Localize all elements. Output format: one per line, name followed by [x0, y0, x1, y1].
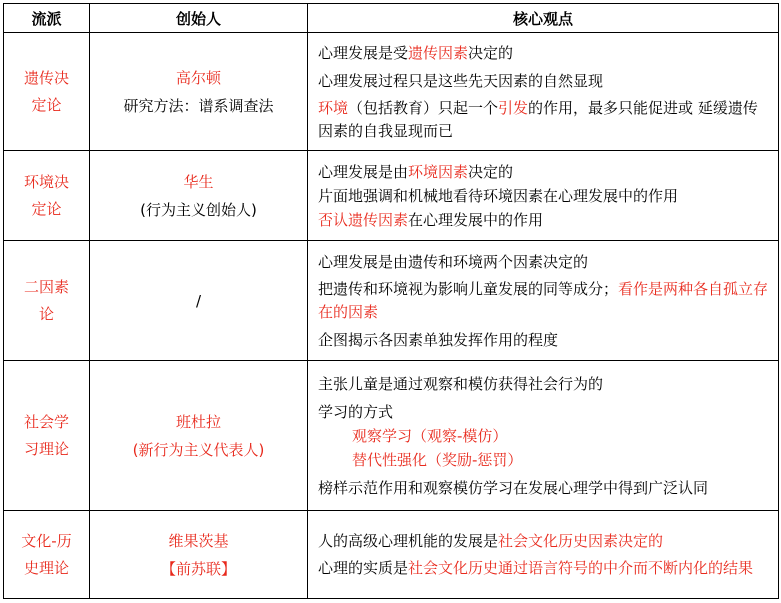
founder-cell	[90, 511, 308, 599]
school-name-line: 论	[38, 304, 54, 323]
view-line: 主张儿童是通过观察和模仿获得社会行为的	[318, 374, 604, 393]
view-line: 人的高级心理机能的发展是社会文化历史因素决定的	[318, 532, 664, 550]
school-name-line: 环境决	[23, 172, 69, 191]
founder-name: 维果茨基	[168, 531, 229, 550]
header-row	[4, 4, 779, 33]
view-line: 榜样示范作用和观察模仿学习在发展心理学中得到广泛认同	[318, 478, 709, 497]
view-line: 环境（包括教育）只起一个引发的作用，最多只能促进或 延缓遗传因素的自我显现而已	[318, 98, 758, 140]
founder-cell	[90, 33, 308, 151]
header-founder: 创始人	[90, 4, 308, 33]
founder-name: /	[195, 291, 202, 310]
view-line: 心理的实质是社会文化历史通过语言符号的中介而不断内化的结果	[318, 559, 754, 577]
view-line: 片面地强调和机械地看待环境因素在心理发展中的作用	[318, 186, 679, 205]
founder-cell	[90, 151, 308, 241]
school-name-line: 二因素	[23, 277, 69, 296]
view-line: 把遗传和环境视为影响儿童发展的同等成分；看作是两种各自孤立存在的因素	[318, 279, 769, 321]
founder-note: (新行为主义代表人)	[132, 440, 265, 459]
view-line: 心理发展过程只是这些先天因素的自然显现	[318, 71, 604, 90]
table-row	[4, 33, 779, 151]
view-line: 观察学习（观察-模仿）	[352, 426, 508, 445]
table-row	[4, 151, 779, 241]
school-cell	[4, 241, 90, 361]
founder-cell	[90, 361, 308, 511]
table-row	[4, 241, 779, 361]
school-name-line: 遗传决	[23, 68, 69, 87]
founder-cell	[90, 241, 308, 361]
school-cell	[4, 151, 90, 241]
school-name-line: 定论	[31, 199, 62, 218]
view-line: 企图揭示各因素单独发挥作用的程度	[318, 330, 559, 349]
view-line: 否认遗传因素在心理发展中的作用	[318, 210, 544, 229]
views-cell	[308, 33, 779, 151]
header-school: 流派	[4, 4, 90, 33]
school-cell	[4, 511, 90, 599]
school-name-line: 社会学	[23, 412, 69, 431]
view-line: 学习的方式	[318, 402, 394, 421]
header-views: 核心观点	[308, 4, 779, 33]
theory-table	[3, 3, 779, 599]
school-cell	[4, 33, 90, 151]
school-name-line: 史理论	[23, 558, 69, 577]
founder-note: (行为主义创始人)	[140, 200, 257, 219]
views-cell	[308, 511, 779, 599]
founder-note: 【前苏联】	[160, 559, 236, 578]
school-name-line: 文化-历	[21, 531, 72, 550]
school-cell	[4, 361, 90, 511]
view-line: 心理发展是由环境因素决定的	[318, 162, 514, 181]
founder-note: 研究方法：谱系调查法	[123, 96, 274, 115]
table-row	[4, 361, 779, 511]
views-cell	[308, 241, 779, 361]
view-line: 替代性强化（奖励-惩罚）	[352, 450, 523, 469]
school-name-line: 定论	[31, 95, 62, 114]
view-line: 心理发展是受遗传因素决定的	[318, 43, 514, 62]
school-name-line: 习理论	[23, 439, 69, 458]
founder-name: 高尔顿	[175, 68, 221, 87]
views-cell	[308, 361, 779, 511]
views-cell	[308, 151, 779, 241]
table-row	[4, 511, 779, 599]
view-line: 心理发展是由遗传和环境两个因素决定的	[318, 252, 589, 271]
founder-name: 华生	[183, 172, 214, 191]
founder-name: 班杜拉	[175, 412, 221, 431]
